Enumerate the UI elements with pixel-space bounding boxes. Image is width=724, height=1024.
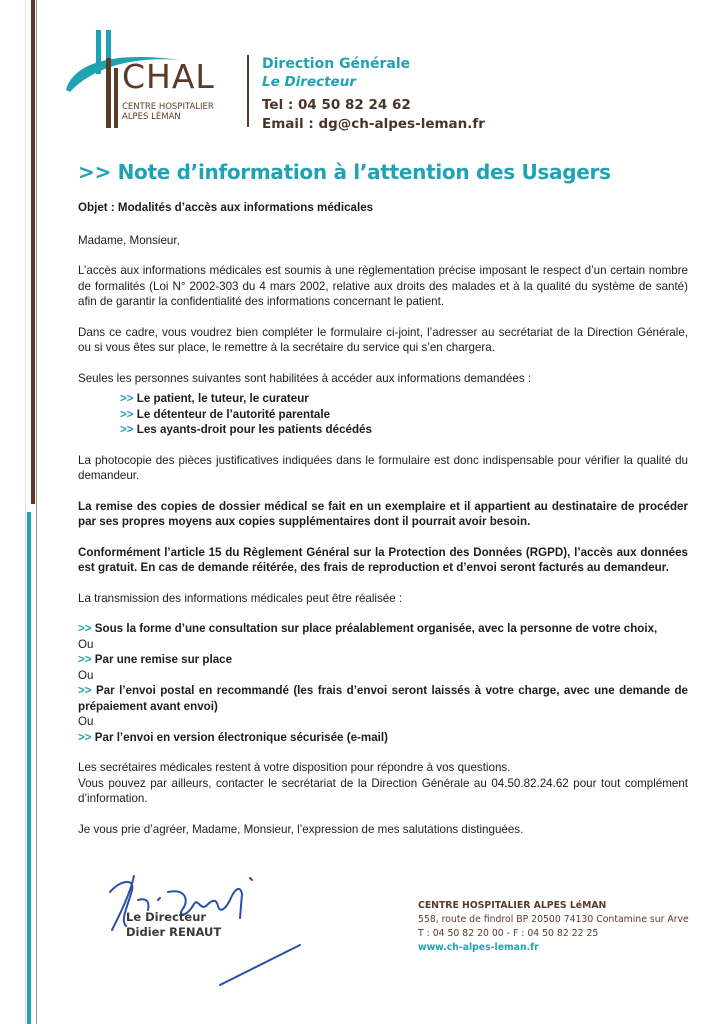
paragraph-copies: La remise des copies de dossier médical se fait en un exemplaire et il appartient au destinataire de procéder par ses propres moyens aux copies supplémentaires dont il pourrait avoir besoin. [78, 499, 688, 528]
transmission-option [78, 621, 688, 637]
arrow-icon: >> [78, 684, 92, 697]
document-body [78, 200, 688, 837]
option-text: Sous la forme d’une consultation sur place préalablement organisée, avec la personne de votre choix, [94, 622, 658, 635]
subject-line: Objet : Modalités d’accès aux informations médicales [78, 201, 374, 214]
list-item-text: Le patient, le tuteur, le curateur [136, 392, 309, 405]
list-item [120, 391, 688, 407]
footer-address-line: 558, route de findrol BP 20500 74130 Contamine sur Arve [418, 914, 689, 925]
option-text: Par l’envoi postal en recommandé (les frais d’envoi seront laissés à votre charge, avec une demande de prépaiement avant envoi) [78, 684, 688, 713]
footer-website-link[interactable]: www.ch-alpes-leman.fr [418, 942, 539, 953]
footer-phone-fax: T : 04 50 82 20 00 - F : 04 50 82 22 25 [418, 928, 599, 939]
paragraph-secretaries: Les secrétaires médicales restent à votre disposition pour répondre à vos questions. [78, 761, 511, 774]
or-separator: Ou [78, 637, 94, 651]
paragraph-regulation: L’accès aux informations médicales est soumis à une règlementation précise imposant le respect d’un certain nombre de formalités (Loi N° 2002-303 du 4 mars 2002, relative aux droits des malades et à la qualité du système de santé) afin de garantir la confidentialité des informations concernant le patient. [78, 264, 688, 308]
authorized-list [78, 391, 688, 438]
closing-formula: Je vous prie d’agréer, Madame, Monsieur, l’expression de mes salutations distinguées. [78, 822, 524, 836]
header-divider [247, 55, 249, 127]
footer-org: CENTRE HOSPITALIER ALPES LéMAN [418, 900, 607, 911]
arrow-icon: >> [78, 730, 92, 744]
transmission-option [78, 652, 688, 668]
transmission-option [78, 730, 688, 746]
salutation: Madame, Monsieur, [78, 233, 180, 247]
authorized-intro: Seules les personnes suivantes sont habilitées à accéder aux informations demandées : [78, 371, 532, 385]
list-item [120, 422, 688, 438]
logo-name: CHAL [122, 57, 215, 96]
paragraph-contact: Vous pouvez par ailleurs, contacter le secrétariat de la Direction Générale au 04.50.82.24.62 pour tout complément d’information. [78, 776, 688, 805]
hospital-logo [62, 28, 242, 128]
footer-address [418, 899, 689, 955]
transmission-intro: La transmission des informations médicales peut être réalisée : [78, 591, 403, 605]
paragraph-photocopy: La photocopie des pièces justificatives indiquées dans le formulaire est donc indispensable pour vérifier la qualité du demandeur. [78, 453, 688, 482]
transmission-option [78, 683, 688, 714]
option-text: Par l’envoi en version électronique sécurisée (e-mail) [94, 730, 388, 744]
header-contact [262, 55, 485, 134]
signature-text [126, 910, 221, 940]
signature-role: Le Directeur [126, 910, 207, 924]
logo-subtitle-line2: ALPES LÉMAN [122, 112, 181, 122]
header-phone: Tel : 04 50 82 24 62 [262, 97, 411, 113]
arrow-icon: >> [78, 622, 92, 635]
page-margin-line [36, 0, 37, 1024]
arrow-icon: >> [120, 392, 134, 405]
signature-block [90, 870, 310, 990]
or-separator: Ou [78, 715, 94, 728]
header-email[interactable]: Email : dg@ch-alpes-leman.fr [262, 116, 485, 132]
page-title: >> Note d’information à l’attention des Usagers [78, 160, 611, 184]
role: Le Directeur [262, 74, 356, 90]
logo-subtitle [122, 102, 214, 122]
or-separator: Ou [78, 668, 94, 682]
paragraph-form: Dans ce cadre, vous voudrez bien compléter le formulaire ci-joint, l’adresser au secrétariat de la Direction Générale, ou si vous êtes sur place, le remettre à la secrétaire du service qui s’en chargera. [78, 325, 688, 354]
arrow-icon: >> [120, 423, 134, 436]
arrow-icon: >> [78, 653, 92, 666]
department: Direction Générale [262, 56, 411, 72]
logo-subtitle-line1: CENTRE HOSPITALIER [122, 102, 214, 112]
page-edge-line [25, 0, 26, 1024]
arrow-icon: >> [120, 407, 134, 421]
option-text: Par une remise sur place [94, 653, 233, 666]
paragraph-rgpd: Conformément l’article 15 du Règlement Général sur la Protection des Données (RGPD), l’accès aux données est gratuit. En cas de demande réitérée, des frais de reproduction et d’envoi seront facturés au demandeur. [78, 545, 688, 574]
list-item-text: Le détenteur de l’autorité parentale [136, 407, 331, 421]
list-item [120, 407, 688, 423]
brand-stripe-teal [27, 512, 31, 1024]
brand-stripe-brown [31, 0, 35, 504]
list-item-text: Les ayants-droit pour les patients décédés [136, 423, 372, 436]
signature-name: Didier RENAUT [126, 925, 222, 939]
